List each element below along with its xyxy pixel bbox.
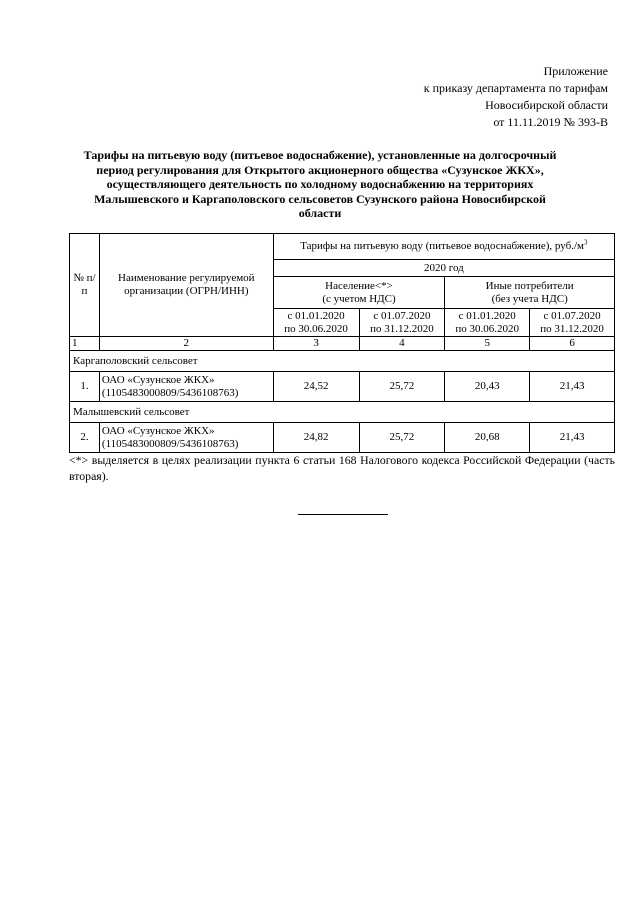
table-row [70, 423, 615, 453]
section-heading: Каргаполовский сельсовет [70, 351, 615, 372]
header-population [273, 277, 445, 309]
org-name: ОАО «Сузунское ЖКХ» [101, 424, 215, 437]
tariff-table [69, 233, 615, 453]
column-number: 2 [99, 337, 273, 351]
org-ids: (1105483000809/5436108763) [101, 437, 239, 450]
period-to: по 31.12.2020 [540, 322, 604, 335]
document-title [80, 148, 560, 221]
tariff-value: 25,72 [359, 372, 445, 402]
header-period [445, 309, 530, 337]
period-from: с 01.01.2020 [458, 309, 516, 322]
column-number: 5 [445, 337, 530, 351]
header-tariff-sup: 3 [584, 238, 588, 247]
title-line: области [298, 206, 342, 220]
period-to: по 31.12.2020 [370, 322, 434, 335]
appendix-order-date: от 11.11.2019 № 393-В [493, 115, 608, 129]
column-number: 3 [273, 337, 359, 351]
header-population-vat: (с учетом НДС) [322, 292, 396, 305]
table-row [70, 372, 615, 402]
tariff-value: 25,72 [359, 423, 445, 453]
header-other-vat: (без учета НДС) [491, 292, 568, 305]
appendix-header [424, 63, 608, 131]
tariff-value: 21,43 [530, 423, 615, 453]
appendix-line: к приказу департамента по тарифам [423, 81, 608, 95]
title-line: период регулирования для Открытого акционерного общества «Сузунское ЖКХ», [96, 162, 544, 177]
appendix-line: Приложение [543, 64, 608, 78]
column-number-row [70, 337, 615, 351]
header-tariff [273, 234, 614, 260]
header-num: № п/п [70, 234, 100, 337]
header-tariff-text: Тарифы на питьевую воду (питьевое водоснабжение), руб./м [300, 240, 585, 252]
row-num: 1. [70, 372, 100, 402]
period-to: по 30.06.2020 [455, 322, 520, 335]
org-name: ОАО «Сузунское ЖКХ» [101, 373, 215, 386]
row-organization [99, 423, 273, 453]
tariff-value: 24,82 [273, 423, 359, 453]
title-line: Малышевского и Каргаполовского сельсоветов Сузунского района Новосибирской [94, 191, 546, 206]
tariff-value: 20,68 [445, 423, 530, 453]
period-from: с 01.07.2020 [543, 309, 601, 322]
org-ids: (1105483000809/5436108763) [101, 386, 239, 399]
header-other-consumers [445, 277, 615, 309]
tariff-value: 20,43 [445, 372, 530, 402]
header-period [273, 309, 359, 337]
column-number: 6 [530, 337, 615, 351]
row-organization [99, 372, 273, 402]
section-heading: Малышевский сельсовет [70, 402, 615, 423]
column-number: 1 [70, 337, 100, 351]
header-period [530, 309, 615, 337]
separator-line [298, 514, 388, 515]
column-number: 4 [359, 337, 445, 351]
period-to: по 30.06.2020 [284, 322, 348, 335]
header-period [359, 309, 445, 337]
title-line: осуществляющего деятельность по холодному водоснабжению на территориях [106, 177, 534, 191]
header-organization: Наименование регулируемой организации (ОГРН/ИНН) [99, 234, 273, 337]
tariff-value: 21,43 [530, 372, 615, 402]
appendix-line: Новосибирской области [485, 98, 608, 112]
header-year: 2020 год [273, 260, 614, 277]
tariff-value: 24,52 [273, 372, 359, 402]
footnote: <*> выделяется в целях реализации пункта 6 статьи 168 Налогового кодекса Российской Федерации (часть вторая). [69, 453, 615, 483]
row-num: 2. [70, 423, 100, 453]
header-other-line: Иные потребители [485, 279, 574, 292]
period-from: с 01.07.2020 [373, 309, 431, 322]
period-from: с 01.01.2020 [287, 309, 345, 322]
title-line: Тарифы на питьевую воду (питьевое водоснабжение), установленные на долгосрочный [83, 148, 557, 162]
header-population-line: Население<*> [325, 279, 393, 292]
